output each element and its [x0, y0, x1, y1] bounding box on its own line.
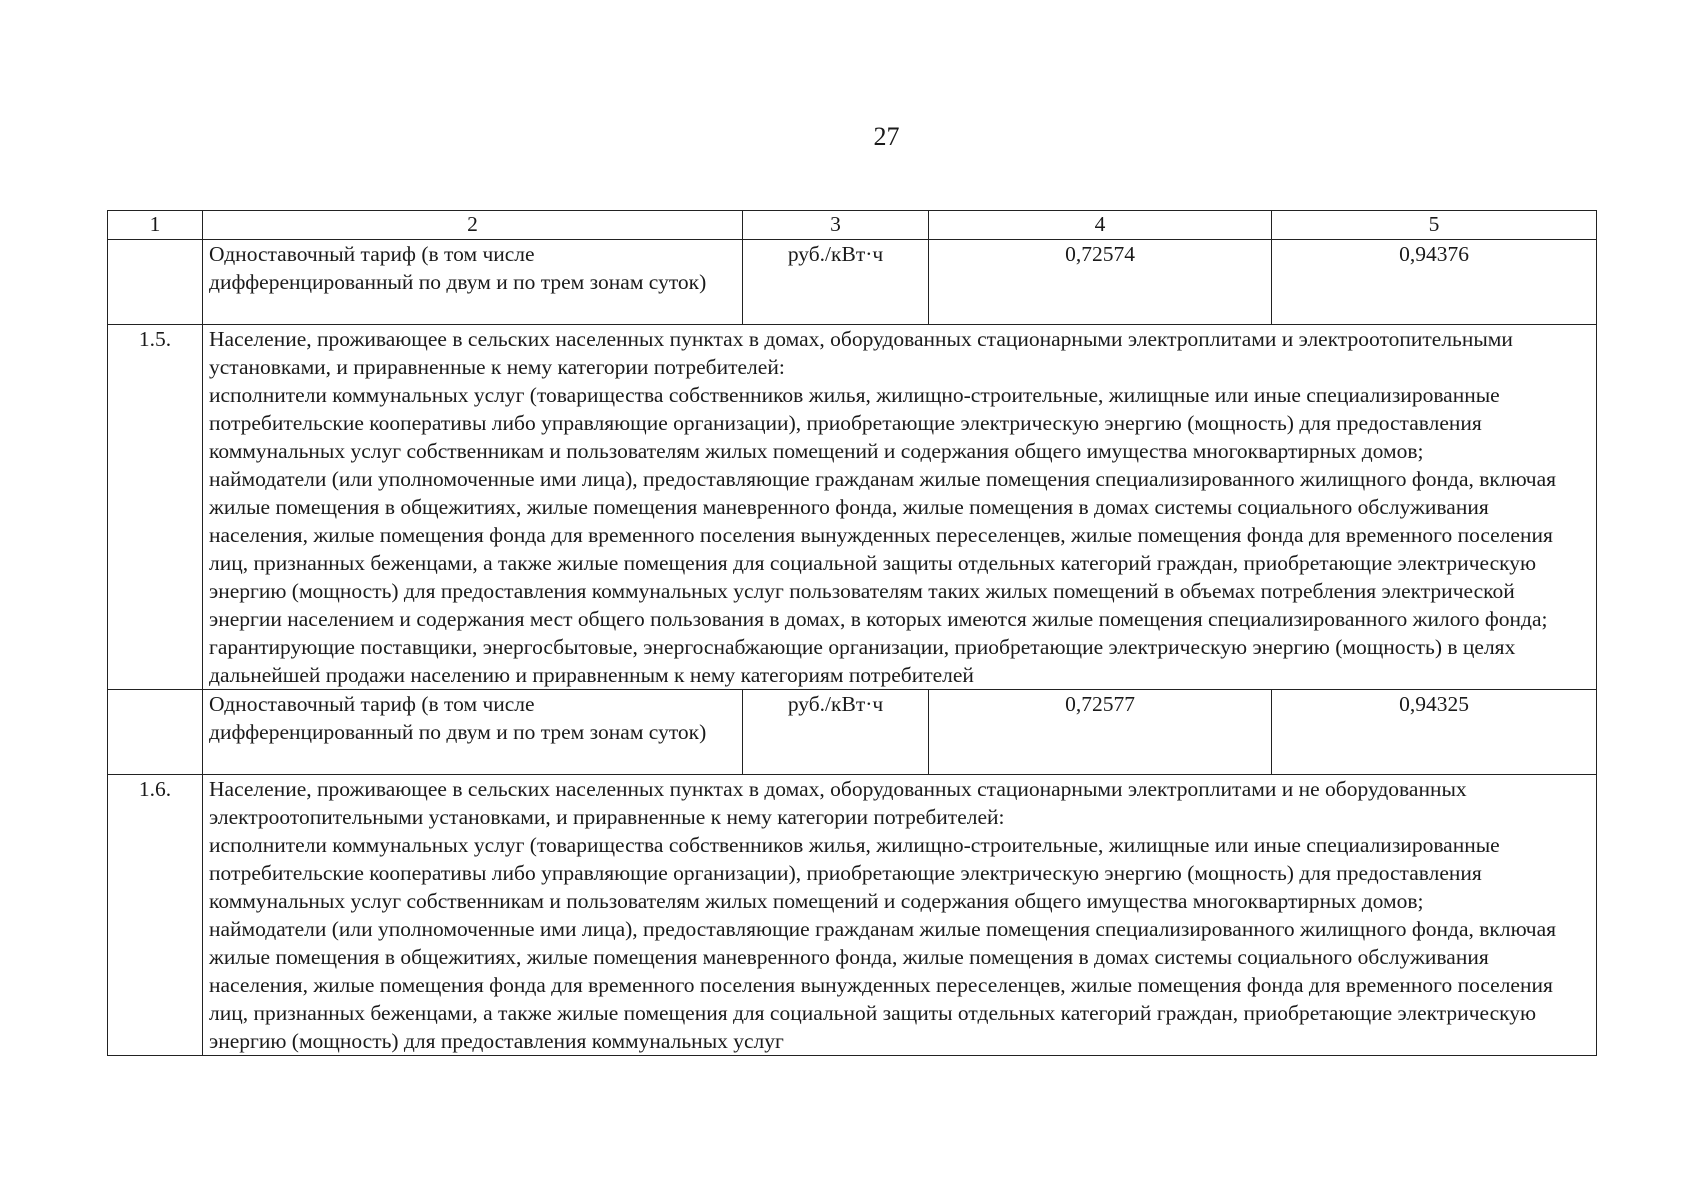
- table-row: [108, 325, 1597, 690]
- tariff-value-second-half: 0,94376: [1272, 240, 1597, 325]
- column-number-5: 5: [1272, 211, 1597, 240]
- tariff-value-first-half: 0,72577: [929, 690, 1272, 775]
- tariff-value-second-half: 0,94325: [1272, 690, 1597, 775]
- tariff-name: Одноставочный тариф (в том числе дифференцированный по двум и по трем зонам суток): [203, 240, 743, 325]
- category-paragraph: гарантирующие поставщики, энергосбытовые, энергоснабжающие организации, приобретающие электрическую энергию (мощность) в целях дальнейшей продажи населению и приравненным к нему категориям потребителей: [209, 635, 1516, 687]
- column-number-2: 2: [203, 211, 743, 240]
- tariff-name: Одноставочный тариф (в том числе дифференцированный по двум и по трем зонам суток): [203, 690, 743, 775]
- category-description: [203, 325, 1597, 690]
- table-row: [108, 775, 1597, 1056]
- row-number: 1.6.: [108, 775, 203, 1056]
- row-number: [108, 690, 203, 775]
- column-number-1: 1: [108, 211, 203, 240]
- category-paragraph: Население, проживающее в сельских населенных пунктах в домах, оборудованных стационарными электроплитами и электроотопительными установками, и приравненные к нему категории потребителей:: [209, 327, 1513, 379]
- row-number: [108, 240, 203, 325]
- tariff-unit: руб./кВт·ч: [743, 240, 929, 325]
- table-row: [108, 690, 1597, 775]
- category-paragraph: наймодатели (или уполномоченные ими лица), предоставляющие гражданам жилые помещения специализированного жилищного фонда, включая жилые помещения в общежитиях, жилые помещения маневренного фонда, жилые помещения в домах системы социального обслуживания населения, жилые помещения фонда для временного поселения вынужденных переселенцев, жилые помещения фонда для временного поселения лиц, признанных беженцами, а также жилые помещения для социальной защиты отдельных категорий граждан, приобретающие электрическую энергию (мощность) для предоставления коммунальных услуг: [209, 917, 1557, 1053]
- category-paragraph: наймодатели (или уполномоченные ими лица), предоставляющие гражданам жилые помещения специализированного жилищного фонда, включая жилые помещения в общежитиях, жилые помещения маневренного фонда, жилые помещения в домах системы социального обслуживания населения, жилые помещения фонда для временного поселения вынужденных переселенцев, жилые помещения фонда для временного поселения лиц, признанных беженцами, а также жилые помещения для социальной защиты отдельных категорий граждан, приобретающие электрическую энергию (мощность) для предоставления коммунальных услуг пользователям таких жилых помещений в объемах потребления электрической энергии населением и содержания мест общего пользования в домах, в которых имеются жилые помещения специализированного жилого фонда;: [209, 467, 1557, 631]
- category-paragraph: Население, проживающее в сельских населенных пунктах в домах, оборудованных стационарными электроплитами и не оборудованных электроотопительными установками, и приравненные к нему категории потребителей:: [209, 777, 1467, 829]
- tariff-value-first-half: 0,72574: [929, 240, 1272, 325]
- column-number-3: 3: [743, 211, 929, 240]
- row-number: 1.5.: [108, 325, 203, 690]
- table-header-row: [108, 211, 1597, 240]
- tariff-table: [107, 210, 1597, 1056]
- category-paragraph: исполнители коммунальных услуг (товарищества собственников жилья, жилищно-строительные, жилищные или иные специализированные потребительские кооперативы либо управляющие организации), приобретающие электрическую энергию (мощность) для предоставления коммунальных услуг собственникам и пользователям жилых помещений и содержания общего имущества многоквартирных домов;: [209, 383, 1500, 463]
- table-row: [108, 240, 1597, 325]
- category-paragraph: исполнители коммунальных услуг (товарищества собственников жилья, жилищно-строительные, жилищные или иные специализированные потребительские кооперативы либо управляющие организации), приобретающие электрическую энергию (мощность) для предоставления коммунальных услуг собственникам и пользователям жилых помещений и содержания общего имущества многоквартирных домов;: [209, 833, 1500, 913]
- column-number-4: 4: [929, 211, 1272, 240]
- category-description: [203, 775, 1597, 1056]
- tariff-unit: руб./кВт·ч: [743, 690, 929, 775]
- page-number: 27: [873, 122, 900, 151]
